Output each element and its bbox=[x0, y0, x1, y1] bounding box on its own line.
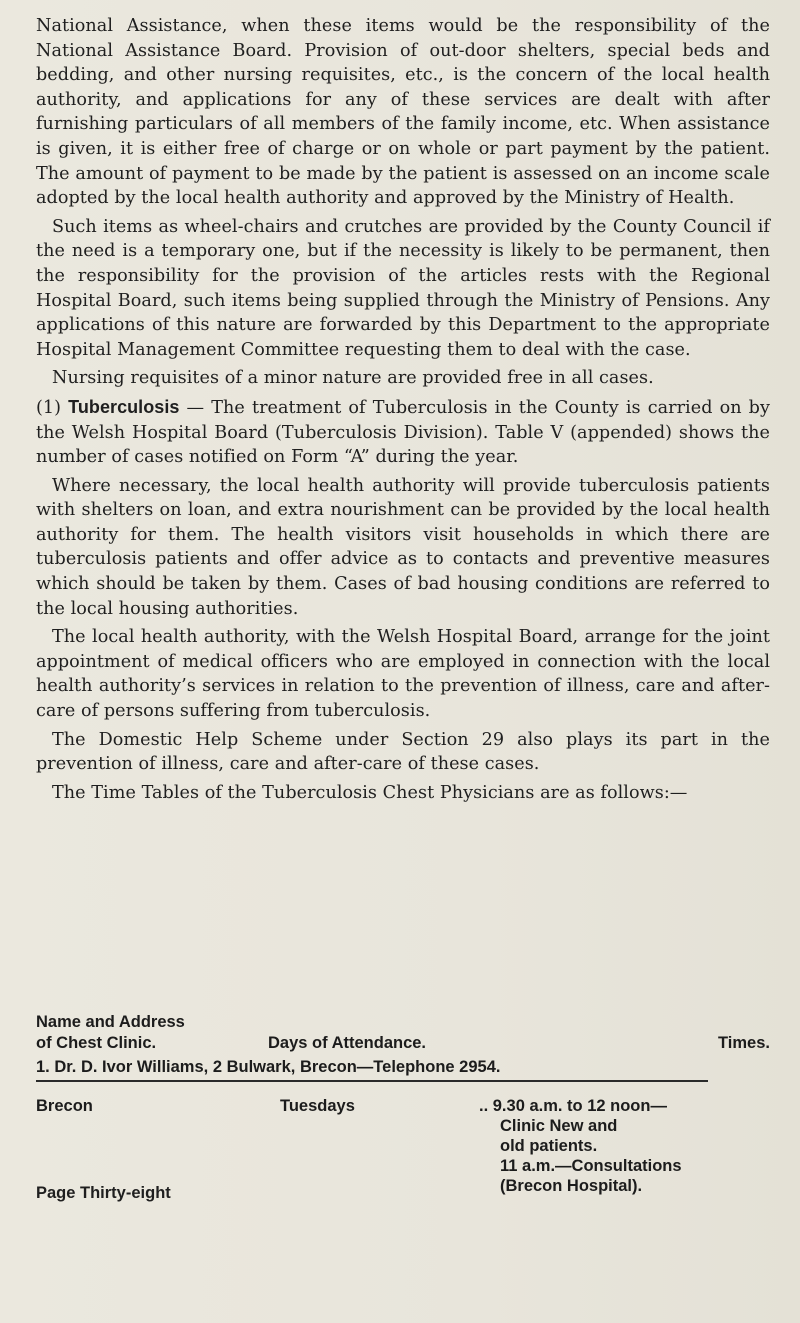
page-number: Page Thirty-eight bbox=[36, 1184, 171, 1202]
times-line: Clinic New and bbox=[500, 1117, 618, 1135]
paragraph-national-assistance: National Assistance, when these items would be the responsibility of the National Assistance Board. Provision of out-door shelters, special beds and bedding, and other nursing requisites, etc., is the concern of the local health authority, and applications for any of these services are dealt with after furnishing particulars of all members of the family income, etc. When assistance is given, it is either free of charge or on whole or part payment by the patient. The amount of payment to be made by the patient is assessed on an income scale adopted by the local health authority and approved by the Ministry of Health. bbox=[36, 16, 770, 209]
chest-clinic-timetable bbox=[36, 1012, 770, 1206]
paragraph-time-tables: The Time Tables of the Tuberculosis Chest Physicians are as follows:— bbox=[52, 782, 688, 803]
physician-entry: 1. Dr. D. Ivor Williams, 2 Bulwark, Brecon—Telephone 2954. bbox=[36, 1057, 708, 1082]
column-header-days: Days of Attendance. bbox=[268, 1034, 427, 1052]
clinic-days: Tuesdays bbox=[280, 1097, 355, 1115]
paragraph-joint-appointment: The local health authority, with the Welsh Hospital Board, arrange for the joint appointment of medical officers who are employed in connection with the local health authority’s services in relation to the prevention of illness, care and after-care of persons suffering from tuberculosis. bbox=[36, 627, 770, 722]
column-header-clinic: of Chest Clinic. bbox=[36, 1034, 157, 1052]
times-line: 11 a.m.—Consultations bbox=[500, 1157, 682, 1175]
times-line: .. 9.30 a.m. to 12 noon— bbox=[479, 1097, 667, 1115]
body-text bbox=[36, 14, 770, 809]
times-line: (Brecon Hospital). bbox=[500, 1177, 643, 1195]
table-header-line1: Name and Address bbox=[36, 1013, 185, 1031]
paragraph-domestic-help: The Domestic Help Scheme under Section 29 also plays its part in the prevention of illness, care and after-care of these cases. bbox=[36, 729, 770, 775]
paragraph-tuberculosis bbox=[36, 395, 770, 470]
paragraph-tuberculosis-text: — The treatment of Tuberculosis in the County is carried on by the Welsh Hospital Board (Tuberculosis Division). Table V (appended) shows the number of cases notified on Form “A” during the year. bbox=[36, 397, 770, 468]
section-heading-tuberculosis: Tuberculosis bbox=[68, 396, 180, 417]
clinic-times bbox=[479, 1096, 739, 1196]
times-line: old patients. bbox=[500, 1137, 598, 1155]
column-header-times: Times. bbox=[718, 1034, 770, 1052]
clinic-place: Brecon bbox=[36, 1097, 93, 1115]
paragraph-shelters: Where necessary, the local health authority will provide tuberculosis patients with shelters on loan, and extra nourishment can be provided by the local health authority for them. The health visitors visit households in which there are tuberculosis patients and offer advice as to contacts and preventive measures which should be taken by them. Cases of bad housing conditions are referred to the local housing authorities. bbox=[36, 475, 770, 619]
paragraph-wheel-chairs: Such items as wheel-chairs and crutches are provided by the County Council if the need is a temporary one, but if the necessity is likely to be permanent, then the responsibility for the provision of the articles rests with the Regional Hospital Board, such items being supplied through the Ministry of Pensions. Any applications of this nature are forwarded by this Department to the appropriate Hospital Management Committee requesting them to deal with the case. bbox=[36, 216, 770, 360]
section-number: (1) bbox=[36, 397, 62, 418]
paragraph-nursing-requisites: Nursing requisites of a minor nature are provided free in all cases. bbox=[52, 368, 654, 389]
table-header-row bbox=[36, 1033, 770, 1054]
